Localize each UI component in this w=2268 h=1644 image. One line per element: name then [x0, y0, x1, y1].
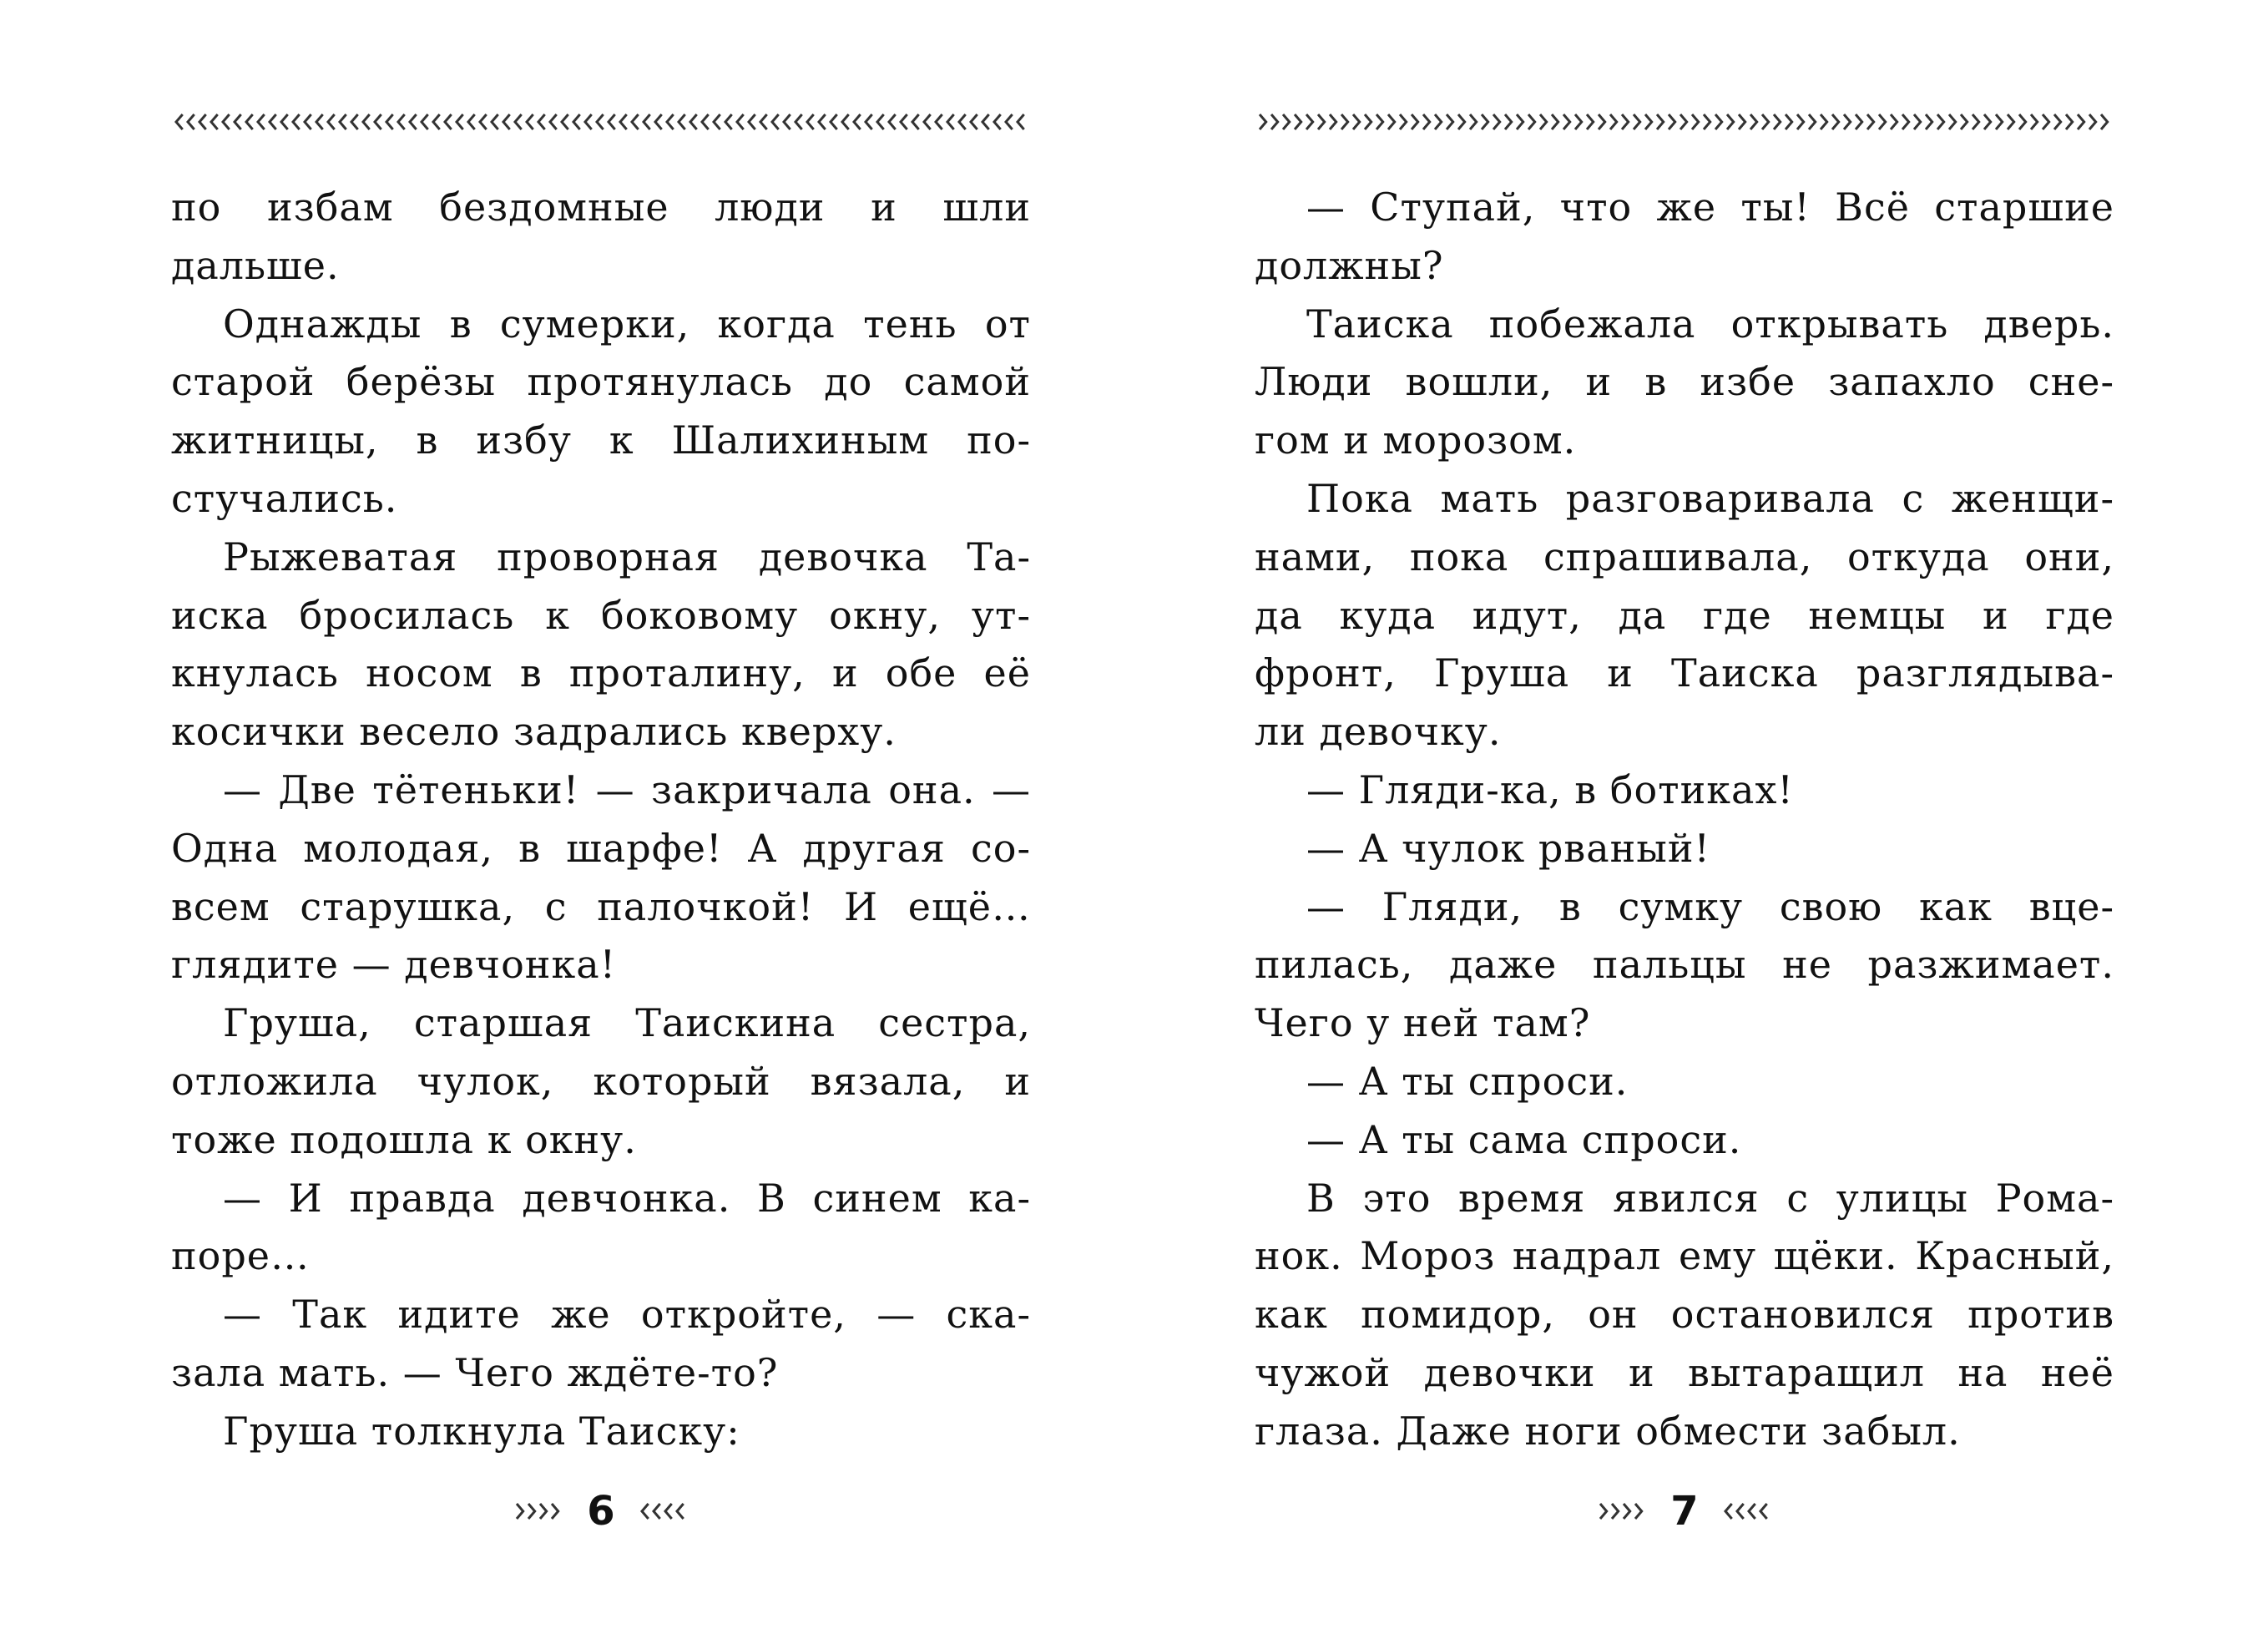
text-line: Рыжеватая проворная девочка Та- [223, 534, 1031, 579]
text-line: да куда идут, да где немцы и где [1255, 592, 2114, 638]
text-line: поре… [171, 1233, 311, 1279]
chevron-border-icon [1255, 105, 2114, 139]
page-number-footer-left [171, 1486, 1031, 1536]
text-line: иска бросилась к боковому окну, ут- [171, 592, 1031, 638]
chevron-border-icon [171, 105, 1031, 139]
text-line: — Гляди, в сумку свою как вце- [1306, 883, 2114, 929]
top-ornament-left [171, 105, 1031, 139]
text-line: — Ступай, что же ты! Всё старшие [1306, 185, 2114, 230]
right-page [1255, 0, 2114, 1644]
text-line: нами, пока спрашивала, откуда они, [1255, 534, 2114, 579]
text-line: В это время явился с улицы Рома- [1306, 1175, 2114, 1221]
text-line: косички весело задрались кверху. [171, 709, 897, 755]
page-number: 7 [1670, 1488, 1699, 1535]
left-page [171, 0, 1031, 1644]
chevron-right-ornament-icon [1595, 1499, 1649, 1524]
text-line: как помидор, он остановился против [1255, 1292, 2114, 1338]
right-page-text [1255, 179, 2114, 1461]
text-line: гом и морозом. [1255, 417, 1577, 463]
text-line: — Гляди-ка, в ботиках! [1306, 766, 1794, 812]
chevron-left-ornament-icon [1720, 1499, 1774, 1524]
text-line: пилась, даже пальцы не разжимает. [1255, 942, 2114, 988]
text-line: дальше. [171, 242, 340, 288]
text-line: — Так идите же откройте, — ска- [223, 1292, 1031, 1338]
text-line: отложила чулок, который вязала, и [171, 1058, 1031, 1104]
text-line: тоже подошла к окну. [171, 1116, 637, 1162]
text-line: — А чулок рваный! [1306, 825, 1711, 871]
text-line: житницы, в избу к Шалихиным по- [171, 417, 1031, 463]
text-line: Груша, старшая Таискина сестра, [223, 1000, 1031, 1046]
top-ornament-right [1255, 105, 2114, 139]
text-line: Однажды в сумерки, когда тень от [223, 301, 1031, 347]
text-line: Пока мать разговаривала с женщи- [1306, 475, 2114, 521]
text-line: — И правда девчонка. В синем ка- [223, 1175, 1031, 1221]
text-line: Одна молодая, в шарфе! А другая со- [171, 825, 1031, 871]
text-line: должны? [1255, 242, 1444, 288]
left-page-text [171, 179, 1031, 1461]
text-line: по избам бездомные люди и шли [171, 185, 1031, 230]
text-line: глядите — девчонка! [171, 942, 617, 988]
text-line: — А ты сама спроси. [1306, 1116, 1742, 1162]
chevron-left-ornament-icon [637, 1499, 690, 1524]
text-line: — А ты спроси. [1306, 1058, 1629, 1104]
text-line: чужой девочки и вытаращил на неё [1255, 1349, 2114, 1395]
text-line: Люди вошли, и в избе запахло сне- [1255, 359, 2114, 405]
chevron-right-ornament-icon [512, 1499, 565, 1524]
text-line: Чего у ней там? [1255, 1000, 1591, 1046]
text-line: старой берёзы протянулась до самой [171, 359, 1031, 405]
text-line: фронт, Груша и Таиска разглядыва- [1255, 650, 2114, 696]
text-line: зала мать. — Чего ждёте-то? [171, 1349, 779, 1395]
text-line: ли девочку. [1255, 709, 1502, 755]
text-line: Груша толкнула Таиску: [223, 1408, 740, 1454]
text-line: Таиска побежала открывать дверь. [1306, 301, 2114, 347]
page-number: 6 [587, 1488, 615, 1535]
text-line: кнулась носом в проталину, и обе её [171, 650, 1031, 696]
text-line: всем старушка, с палочкой! И ещё… [171, 883, 1031, 929]
text-line: стучались. [171, 475, 398, 521]
text-line: нок. Мороз надрал ему щёки. Красный, [1255, 1233, 2114, 1279]
text-line: — Две тётеньки! — закричала она. — [223, 766, 1031, 812]
text-line: глаза. Даже ноги обмести забыл. [1255, 1408, 1961, 1454]
page-number-footer-right [1255, 1486, 2114, 1536]
